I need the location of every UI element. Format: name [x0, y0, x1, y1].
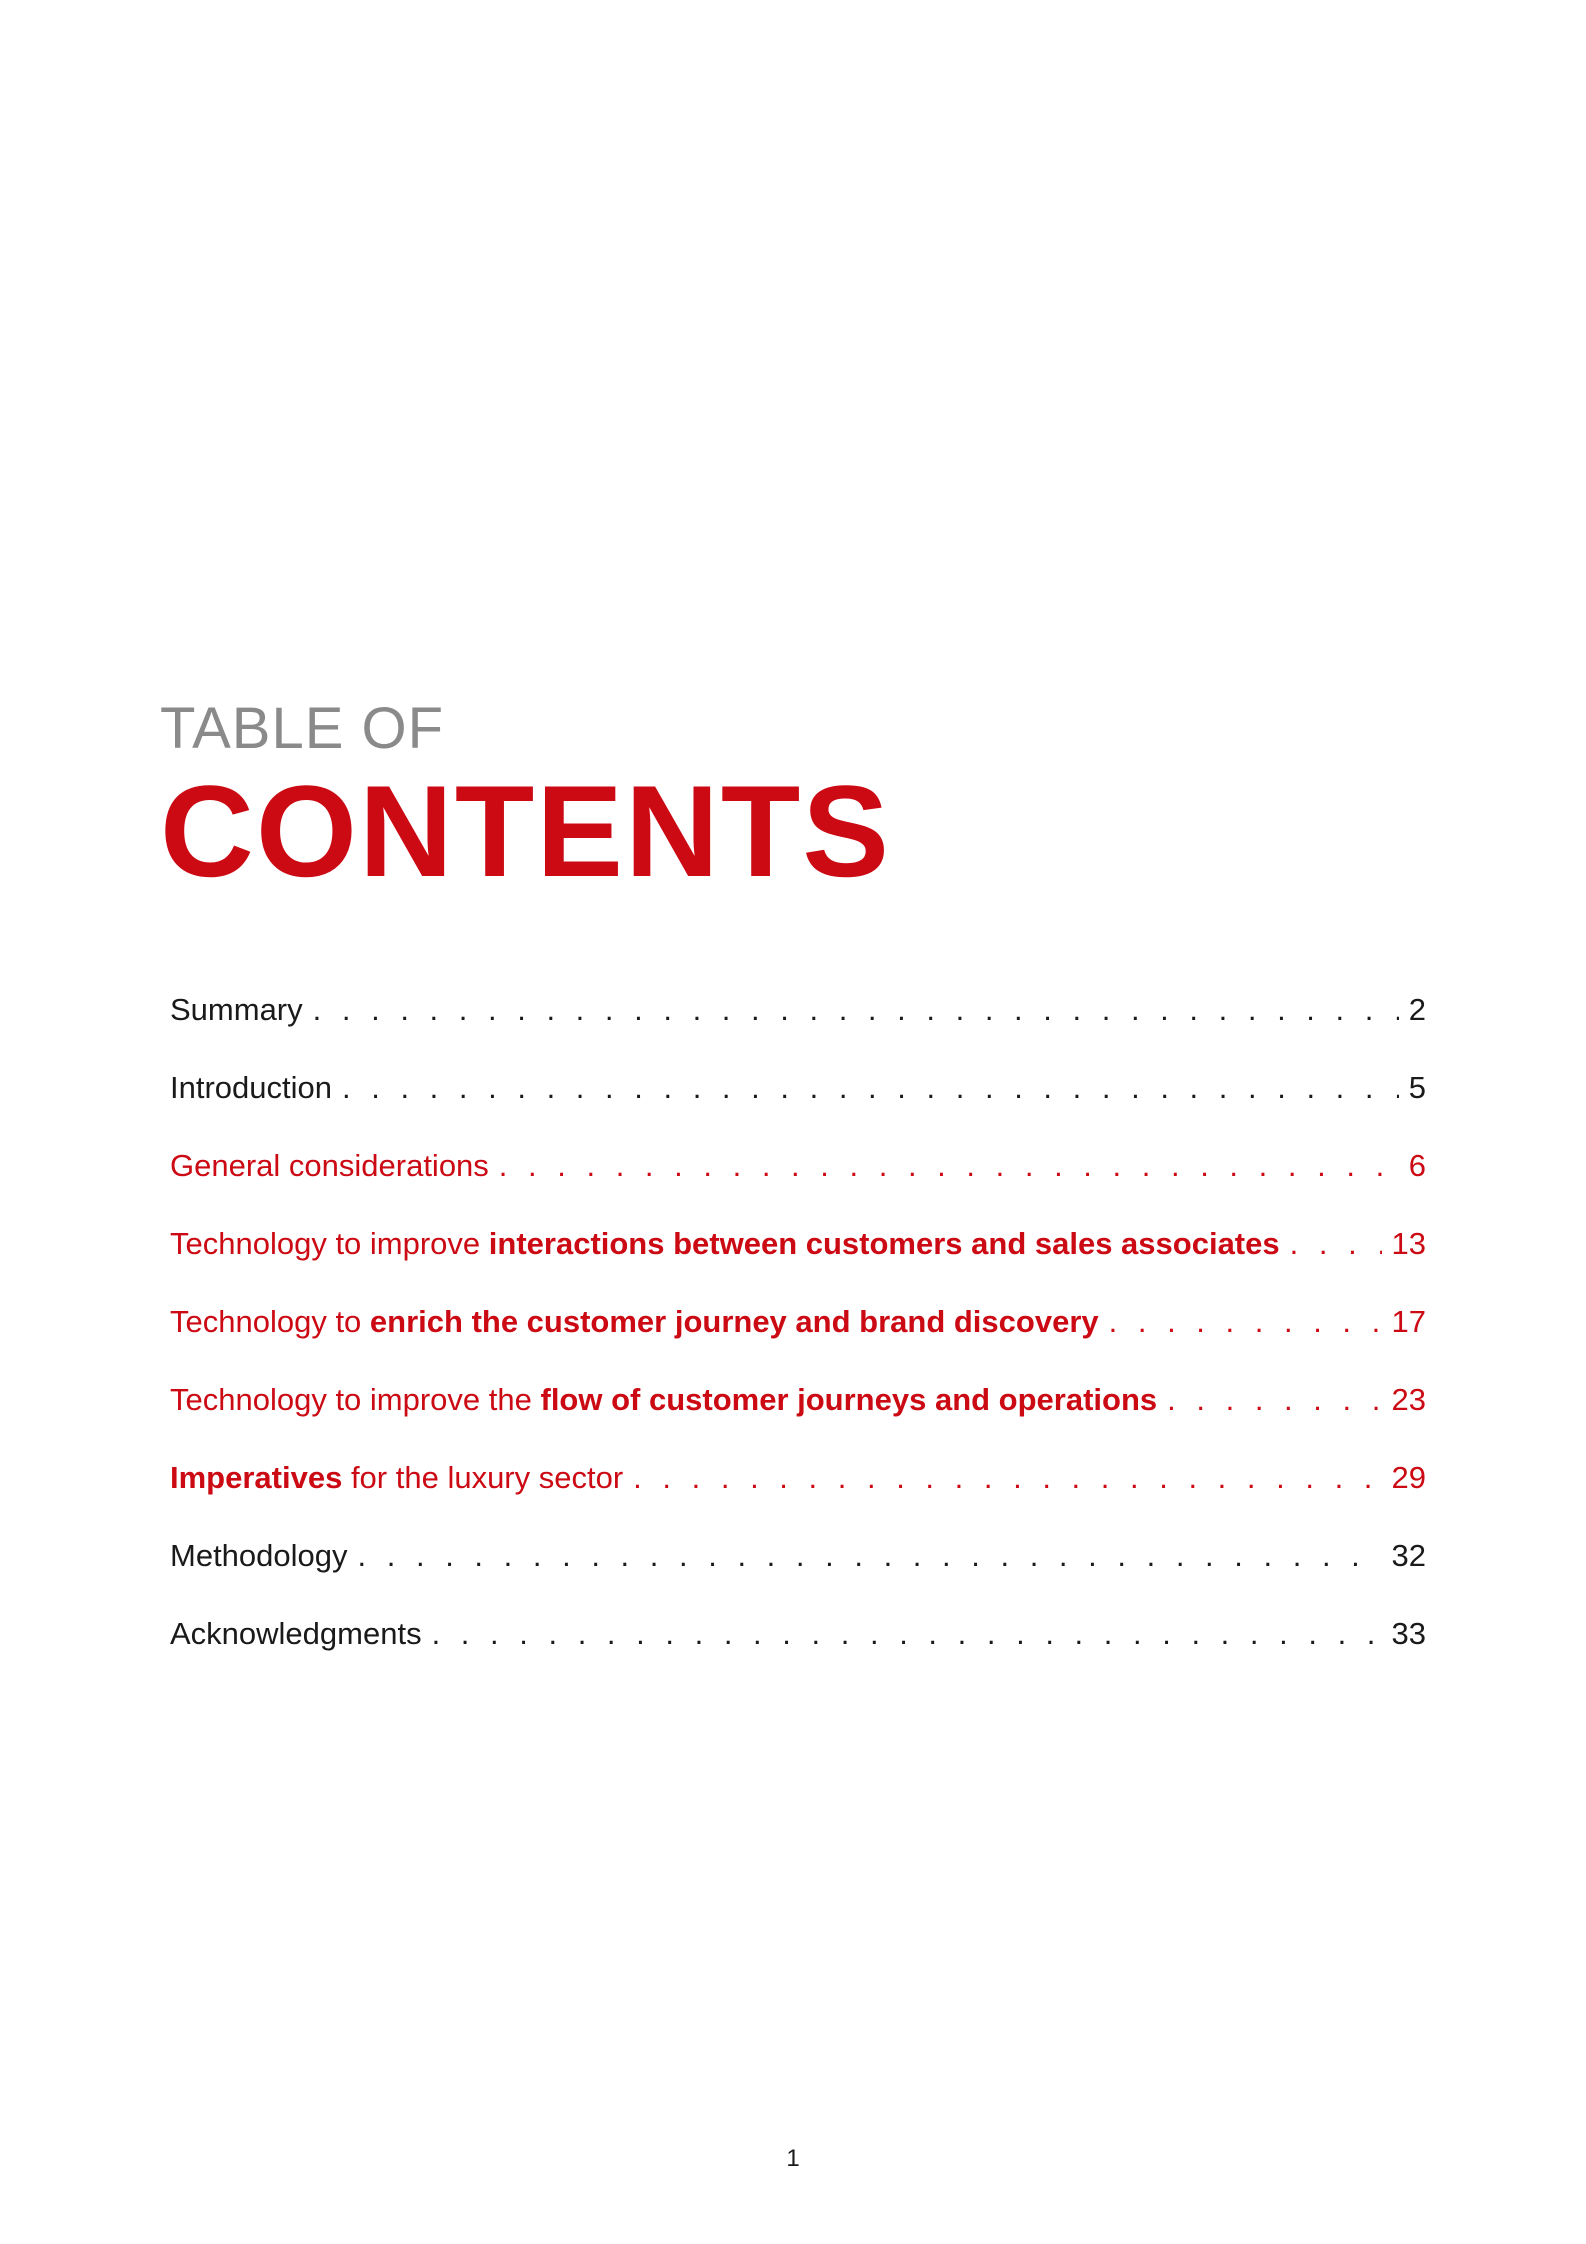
toc-entry-operations[interactable] [170, 1380, 1426, 1420]
heading-line-2: CONTENTS [160, 758, 891, 904]
toc-entry-acknowledgments[interactable] [170, 1614, 1426, 1654]
toc-entry-title: Imperatives for the luxury sector [170, 1460, 624, 1495]
heading-line-1: TABLE OF [160, 696, 445, 761]
toc-entry-title: Summary [170, 992, 303, 1027]
toc-entry-introduction[interactable] [170, 1068, 1426, 1108]
toc-entry-summary[interactable] [170, 990, 1426, 1030]
toc-page-number: 13 [1391, 1226, 1426, 1261]
toc-page-number: 23 [1391, 1382, 1426, 1417]
toc-entry-title: Introduction [170, 1070, 332, 1105]
toc-entry-title: Technology to enrich the customer journey and brand discovery [170, 1304, 1099, 1339]
toc-page-number: 5 [1408, 1070, 1426, 1105]
toc-page-number: 6 [1408, 1148, 1426, 1183]
toc-leader-dots [342, 1068, 1399, 1108]
toc-page-number: 33 [1391, 1616, 1426, 1651]
toc-entry-title: Acknowledgments [170, 1616, 422, 1651]
toc-leader-dots [432, 1614, 1382, 1654]
toc-leader-dots [1109, 1302, 1382, 1342]
page-number: 1 [786, 2145, 800, 2172]
toc-entry-title: Technology to improve interactions between customers and sales associates [170, 1226, 1280, 1261]
toc-entry-interactions[interactable] [170, 1224, 1426, 1264]
toc-page-number: 17 [1391, 1304, 1426, 1339]
toc-entry-imperatives[interactable] [170, 1458, 1426, 1498]
toc-page-number: 2 [1408, 992, 1426, 1027]
toc-leader-dots [358, 1536, 1382, 1576]
table-of-contents [170, 990, 1426, 1692]
toc-entry-title: Technology to improve the flow of customer journeys and operations [170, 1382, 1158, 1417]
toc-leader-dots [313, 990, 1399, 1030]
toc-entry-title: Methodology [170, 1538, 348, 1573]
toc-entry-methodology[interactable] [170, 1536, 1426, 1576]
toc-entry-title: General considerations [170, 1148, 489, 1183]
toc-leader-dots [1290, 1224, 1382, 1264]
toc-leader-dots [499, 1146, 1399, 1186]
toc-page-number: 29 [1391, 1460, 1426, 1495]
toc-page-number: 32 [1391, 1538, 1426, 1573]
toc-leader-dots [633, 1458, 1381, 1498]
toc-entry-customer-journey[interactable] [170, 1302, 1426, 1342]
toc-entry-general-considerations[interactable] [170, 1146, 1426, 1186]
toc-leader-dots [1167, 1380, 1381, 1420]
